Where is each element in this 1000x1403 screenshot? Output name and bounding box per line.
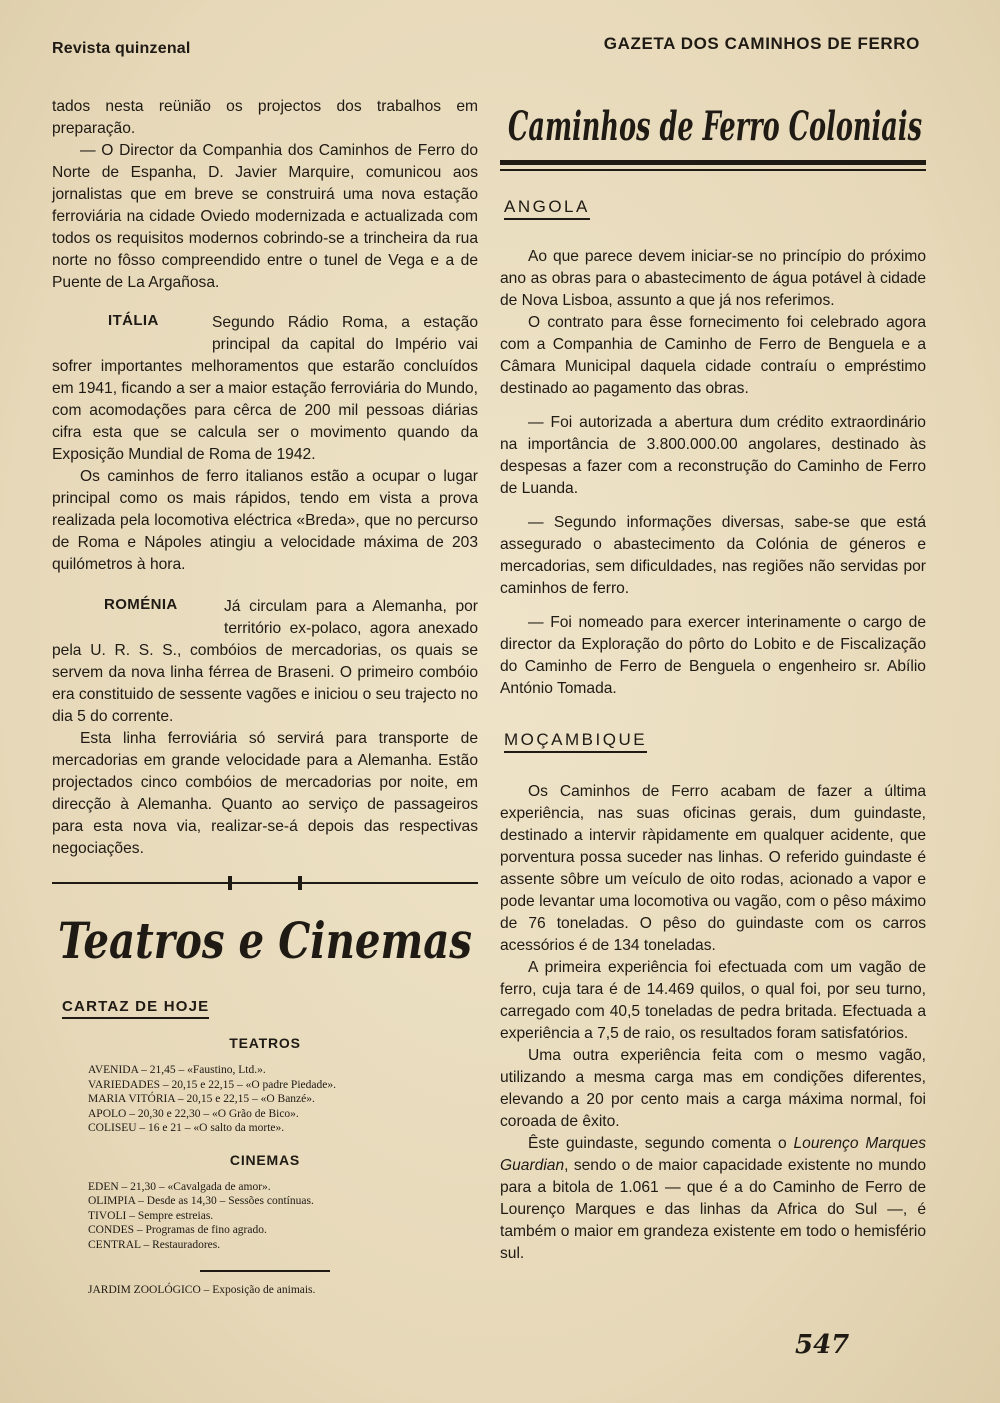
- angola-paragraph: — Foi autorizada a abertura dum crédito extraordinário na importância de 3.800.000.00 angolares, destinado às despesas a fazer com a reconstrução do Caminho de Ferro de Luanda.: [500, 414, 926, 497]
- text-run: , sendo o de maior capacidade existente no mundo para a bitola de 1.061 — que é a do Caminho de Ferro de Lourenço Marques e das linhas da Africa do Sul —, é também o maior em grandeza existente em todo o hemisfério sul.: [500, 1157, 926, 1262]
- angola-paragraph: Ao que parece devem iniciar-se no princípio do próximo ano as obras para o abastecimento de água potável à cidade de Nova Lisboa, assunto a que já nos referimos.: [500, 248, 926, 309]
- teatros-list: [88, 1063, 478, 1136]
- list-item: AVENIDA – 21,45 – «Faustino, Ltd.».: [88, 1064, 266, 1076]
- zoo-listing: JARDIM ZOOLÓGICO – Exposição de animais.: [88, 1283, 316, 1296]
- mocambique-paragraph: Os Caminhos de Ferro acabam de fazer a última experiência, nas suas oficinas gerais, dum guindaste, destinado a intervir ràpidamente em qualquer acidente, que porventura possa suceder nas linhas. O referido guindaste é assente sôbre um veículo de oito rodas, acionado a vapor e pode levantar uma locomotiva ou vagão, com o pêso máximo de 76 toneladas. O pêso do guindaste com os carros acessórios é de 134 toneladas.: [500, 783, 926, 954]
- teatros-cinemas-title-graphic: [52, 900, 478, 976]
- italia-section: [52, 312, 478, 576]
- list-item: EDEN – 21,30 – «Cavalgada de amor».: [88, 1180, 271, 1193]
- title-rule-thin: [500, 169, 926, 171]
- list-item: OLIMPIA – Desde as 14,30 – Sessões contínuas.: [88, 1195, 314, 1207]
- angola-paragraph: — Segundo informações diversas, sabe-se que está assegurado o abastecimento da Colónia de géneros e mercadorias, sem dificuldades, nas regiões não servidas por caminhos de ferro.: [500, 514, 926, 597]
- mocambique-paragraph-last: [500, 1133, 926, 1265]
- mocambique-paragraph: Uma outra experiência feita com o mesmo vagão, utilizando a mesma carga mas em condições diferentes, elevando a 20 por cento mais a carga máxima normal, foi coroada de êxito.: [500, 1047, 926, 1130]
- cartaz-heading: CARTAZ DE HOJE: [62, 998, 209, 1019]
- romenia-label: ROMÉNIA: [104, 596, 178, 613]
- list-item: VARIEDADES – 20,15 e 22,15 – «O padre Piedade».: [88, 1078, 336, 1091]
- right-column: [500, 92, 926, 1265]
- italia-paragraph-1: Segundo Rádio Roma, a estação principal da capital do Império vai sofrer importantes melhoramentos que estarão concluídos em 1941, ficando a ser a maior estação ferroviária do Mundo, com acomodações para cêrca de 200 mil pessoas diárias cifra esta que se calcula ser o movimento quando da Exposição Mundial de Roma de 1942.: [52, 314, 478, 463]
- angola-paragraph: — Foi nomeado para exercer interinamente o cargo de director da Exploração do pôrto do Lobito e de Fiscalização do Caminho de Ferro de Benguela o engenheiro sr. Abílio António Tomada.: [500, 614, 926, 697]
- newspaper-name: Lourenço Marques Guardian: [500, 1135, 926, 1174]
- cinemas-list: [88, 1180, 478, 1253]
- cinemas-heading: CINEMAS: [229, 1151, 301, 1168]
- list-item: APOLO – 20,30 e 22,30 – «O Grão de Bico».: [88, 1107, 299, 1120]
- list-item: COLISEU – 16 e 21 – «O salto da morte».: [88, 1122, 285, 1134]
- angola-paragraph: O contrato para êsse fornecimento foi celebrado agora com a Companhia de Caminho de Ferro de Benguela e a Câmara Municipal daquela cidade contraíu o empréstimo destinado ao pagamento das obras.: [500, 314, 926, 397]
- list-item: CENTRAL – Restauradores.: [88, 1238, 221, 1251]
- italia-paragraph-2: Os caminhos de ferro italianos estão a ocupar o lugar principal como os mais rápidos, tendo em vista a prova realizada pela locomotiva eléctrica «Breda», que no percurso de Roma e Nápoles atingiu a velocidade máxima de 203 quilómetros à hora.: [52, 468, 478, 573]
- romenia-section: [52, 596, 478, 860]
- coloniais-title-graphic: [506, 92, 926, 154]
- text-run: Êste guindaste, segundo comenta o: [528, 1135, 794, 1152]
- intro-paragraph-1: tados nesta reünião os projectos dos trabalhos em preparação.: [52, 98, 478, 137]
- intro-paragraph-2: — O Director da Companhia dos Caminhos de Ferro do Norte de Espanha, D. Javier Marquire, comunicou aos jornalistas que em breve se construirá uma nova estação ferroviária na cidade Oviedo modernizada e actualizada com todos os requisitos modernos cobrindo-se a trincheira da rua norte no fôsso compreendido entre o tunel de Vega e a de Puente de La Argañosa.: [52, 142, 478, 291]
- romenia-paragraph-2: Esta linha ferroviária só servirá para transporte de mercadorias em grande velocidade para a Alemanha. Estão projectados cinco combóios de mercadorias por noite, em direcção à Alemanha. Quanto ao serviço de passageiros para esta nova via, realizar-se-á depois das respectivas negociações.: [52, 730, 478, 857]
- angola-heading: ANGOLA: [504, 197, 590, 220]
- list-item: CONDES – Programas de fino agrado.: [88, 1224, 267, 1236]
- teatros-heading: TEATROS: [229, 1035, 301, 1051]
- italia-label: ITÁLIA: [108, 312, 159, 329]
- coloniais-title: [506, 92, 926, 154]
- title-rule-thick: [500, 160, 926, 165]
- teatros-cinemas-title: [52, 900, 478, 976]
- teatros-cinemas-title-text: Teatros e Cinemas: [58, 911, 473, 970]
- coloniais-title-text: Caminhos de Ferro Coloniais: [508, 103, 922, 150]
- section-divider: [52, 874, 478, 892]
- romenia-paragraph-1: Já circulam para a Alemanha, por território ex-polaco, agora anexado pela U. R. S. S., combóios de mercadorias, os quais se servem da nova linha férrea de Braseni. O primeiro combóio era constituido de sessente vagões e iniciou o seu trajecto no dia 5 do corrente.: [52, 598, 478, 725]
- left-column: [52, 96, 478, 1296]
- header-right: GAZETA DOS CAMINHOS DE FERRO: [603, 34, 920, 53]
- mocambique-heading: MOÇAMBIQUE: [504, 730, 647, 753]
- page-number: 547: [795, 1330, 850, 1360]
- mocambique-paragraph: A primeira experiência foi efectuada com um vagão de ferro, cuja tara é de 14.469 quilos, o qual foi, por seu turno, carregado com 40,5 toneladas de pedra britada. Efectuada a experiência a 7,5 de raio, os resultados foram satisfatórios.: [500, 959, 926, 1042]
- list-item: MARIA VITÓRIA – 20,15 e 22,15 – «O Banzé».: [88, 1093, 315, 1105]
- list-item: TIVOLI – Sempre estreias.: [88, 1209, 214, 1222]
- small-divider: [200, 1270, 330, 1272]
- header-left: Revista quinzenal: [52, 40, 191, 57]
